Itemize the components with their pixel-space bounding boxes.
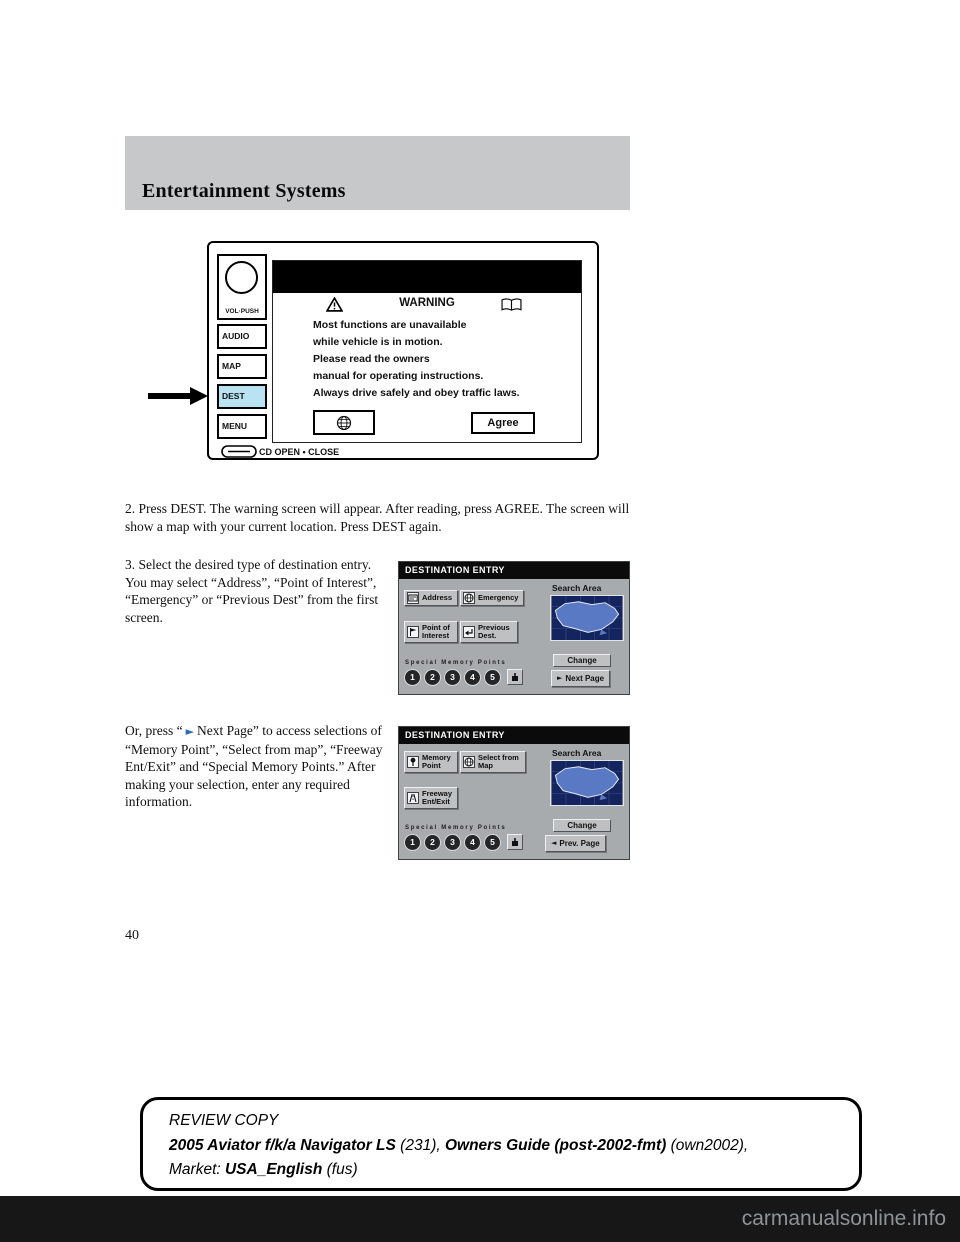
memory-point-3-button[interactable]: 3 <box>445 670 460 685</box>
emergency-globe-icon <box>463 592 475 604</box>
change-button[interactable]: Change <box>553 654 611 667</box>
page-number: 40 <box>125 928 139 943</box>
screen-title: DESTINATION ENTRY <box>399 562 629 579</box>
device-button-menu[interactable]: MENU <box>217 414 267 439</box>
freeway-ent-exit-button[interactable] <box>404 787 458 809</box>
memory-point-2-button[interactable]: 2 <box>425 670 440 685</box>
cd-open-close-label: CD OPEN • CLOSE <box>259 447 340 457</box>
or-press-prefix: Or, press “ <box>125 723 183 738</box>
prev-page-label: Prev. Page <box>559 839 600 848</box>
landmark-icon <box>510 672 520 682</box>
address-icon <box>407 592 419 604</box>
footer-line-3 <box>169 1161 358 1179</box>
button-label: Memory <box>422 752 451 762</box>
watermark-text: carmanualsonline.info <box>741 1207 946 1230</box>
search-area-map <box>550 595 624 641</box>
freeway-road-icon <box>407 792 419 804</box>
footer-market-value: USA_English <box>224 1161 323 1178</box>
navigation-unit-illustration <box>207 241 599 460</box>
globe-button[interactable] <box>313 410 375 435</box>
device-button-dest[interactable]: DEST <box>217 384 267 409</box>
point-of-interest-flag-icon <box>407 626 419 638</box>
section-header-bar <box>125 136 630 210</box>
device-button-map[interactable]: MAP <box>217 354 267 379</box>
memory-point-5-button[interactable]: 5 <box>485 670 500 685</box>
footer-guide: Owners Guide (post-2002-fmt) <box>444 1137 667 1154</box>
search-area-label: Search Area <box>552 748 602 758</box>
emergency-button[interactable] <box>460 590 524 606</box>
footer-line-1: REVIEW COPY <box>169 1112 279 1129</box>
button-label: Address <box>422 592 453 602</box>
memory-point-2-button[interactable]: 2 <box>425 835 440 850</box>
volume-knob-label: VOL·PUSH <box>225 308 259 315</box>
volume-knob-cell <box>217 254 267 320</box>
prev-page-arrow-icon: ◄ <box>551 839 557 847</box>
select-from-map-button[interactable] <box>460 751 526 773</box>
agree-button[interactable]: Agree <box>471 412 535 434</box>
landmark-icon <box>510 837 520 847</box>
special-memory-points-label: Special Memory Points <box>405 660 507 666</box>
special-memory-icon-button[interactable] <box>507 834 523 850</box>
warning-screen <box>272 260 582 443</box>
point-of-interest-button[interactable] <box>404 621 458 643</box>
footer-line-2 <box>169 1137 748 1155</box>
pointer-arrow <box>148 385 210 407</box>
button-label: Point of <box>422 622 450 632</box>
button-label: Interest <box>422 631 450 640</box>
prev-page-button[interactable] <box>545 835 606 852</box>
button-label: Ent/Exit <box>422 797 450 806</box>
memory-point-1-button[interactable]: 1 <box>405 835 420 850</box>
previous-dest-button[interactable] <box>460 621 518 643</box>
owners-manual-book-icon <box>501 298 522 312</box>
warning-line: manual for operating instructions. <box>313 370 484 382</box>
globe-icon <box>336 415 352 431</box>
footer-code: (231), <box>395 1137 445 1154</box>
memory-point-button[interactable] <box>404 751 458 773</box>
special-memory-points-label: Special Memory Points <box>405 825 507 831</box>
footer-market-label: Market: <box>169 1161 225 1178</box>
select-from-map-globe-icon <box>463 756 475 768</box>
footer-model: 2005 Aviator f/k/a Navigator LS <box>169 1137 396 1154</box>
next-page-arrow-icon: ► <box>557 674 563 682</box>
search-area-label: Search Area <box>552 583 602 593</box>
button-label: Dest. <box>478 631 497 640</box>
volume-knob[interactable] <box>225 261 258 294</box>
cd-slot-icon <box>221 445 257 458</box>
warning-title: WARNING <box>399 297 455 309</box>
change-button[interactable]: Change <box>553 819 611 832</box>
button-label: Select from <box>478 752 519 762</box>
footer-code2: (own2002), <box>666 1137 749 1154</box>
search-area-map <box>550 760 624 806</box>
memory-point-1-button[interactable]: 1 <box>405 670 420 685</box>
memory-point-5-button[interactable]: 5 <box>485 835 500 850</box>
button-label: Emergency <box>478 592 519 602</box>
device-button-audio[interactable]: AUDIO <box>217 324 267 349</box>
step-3-paragraph: 3. Select the desired type of destination entry. You may select “Address”, “Point of Interest”, “Emergency” or “Previous Dest” from the first screen. <box>125 557 379 625</box>
screen-top-bar <box>273 261 581 293</box>
address-button[interactable] <box>404 590 458 606</box>
destination-entry-screen-2 <box>398 726 630 860</box>
memory-point-4-button[interactable]: 4 <box>465 835 480 850</box>
step-2-paragraph: 2. Press DEST. The warning screen will appear. After reading, press AGREE. The screen will show a map with your current location. Press DEST again. <box>125 501 630 534</box>
special-memory-icon-button[interactable] <box>507 669 523 685</box>
screen-title: DESTINATION ENTRY <box>399 727 629 744</box>
warning-line: Always drive safely and obey traffic laws. <box>313 387 520 399</box>
next-page-label: Next Page <box>565 674 605 683</box>
button-label: Previous <box>478 622 510 632</box>
warning-line: while vehicle is in motion. <box>313 336 443 348</box>
or-press-suffix: Next Page” to access selections of “Memory Point”, “Select from map”, “Freeway Ent/Exit” and “Special Memory Points.” After making your selection, enter any required information. <box>125 723 383 809</box>
warning-line: Most functions are unavailable <box>313 319 467 331</box>
next-page-paragraph <box>125 722 389 811</box>
warning-line: Please read the owners <box>313 353 430 365</box>
button-label: Point <box>422 761 441 770</box>
previous-dest-arrow-icon <box>463 626 475 638</box>
review-copy-box <box>140 1097 862 1191</box>
next-page-button[interactable] <box>551 670 610 687</box>
memory-pin-icon <box>407 756 419 768</box>
watermark-bar <box>0 1196 960 1242</box>
destination-entry-screen-1 <box>398 561 630 695</box>
footer-market-suffix: (fus) <box>322 1161 358 1178</box>
button-label: Freeway <box>422 788 453 798</box>
next-page-arrow-icon: ► <box>185 725 195 738</box>
memory-point-3-button[interactable]: 3 <box>445 835 460 850</box>
button-label: Map <box>478 761 493 770</box>
memory-point-4-button[interactable]: 4 <box>465 670 480 685</box>
section-title: Entertainment Systems <box>142 180 346 202</box>
